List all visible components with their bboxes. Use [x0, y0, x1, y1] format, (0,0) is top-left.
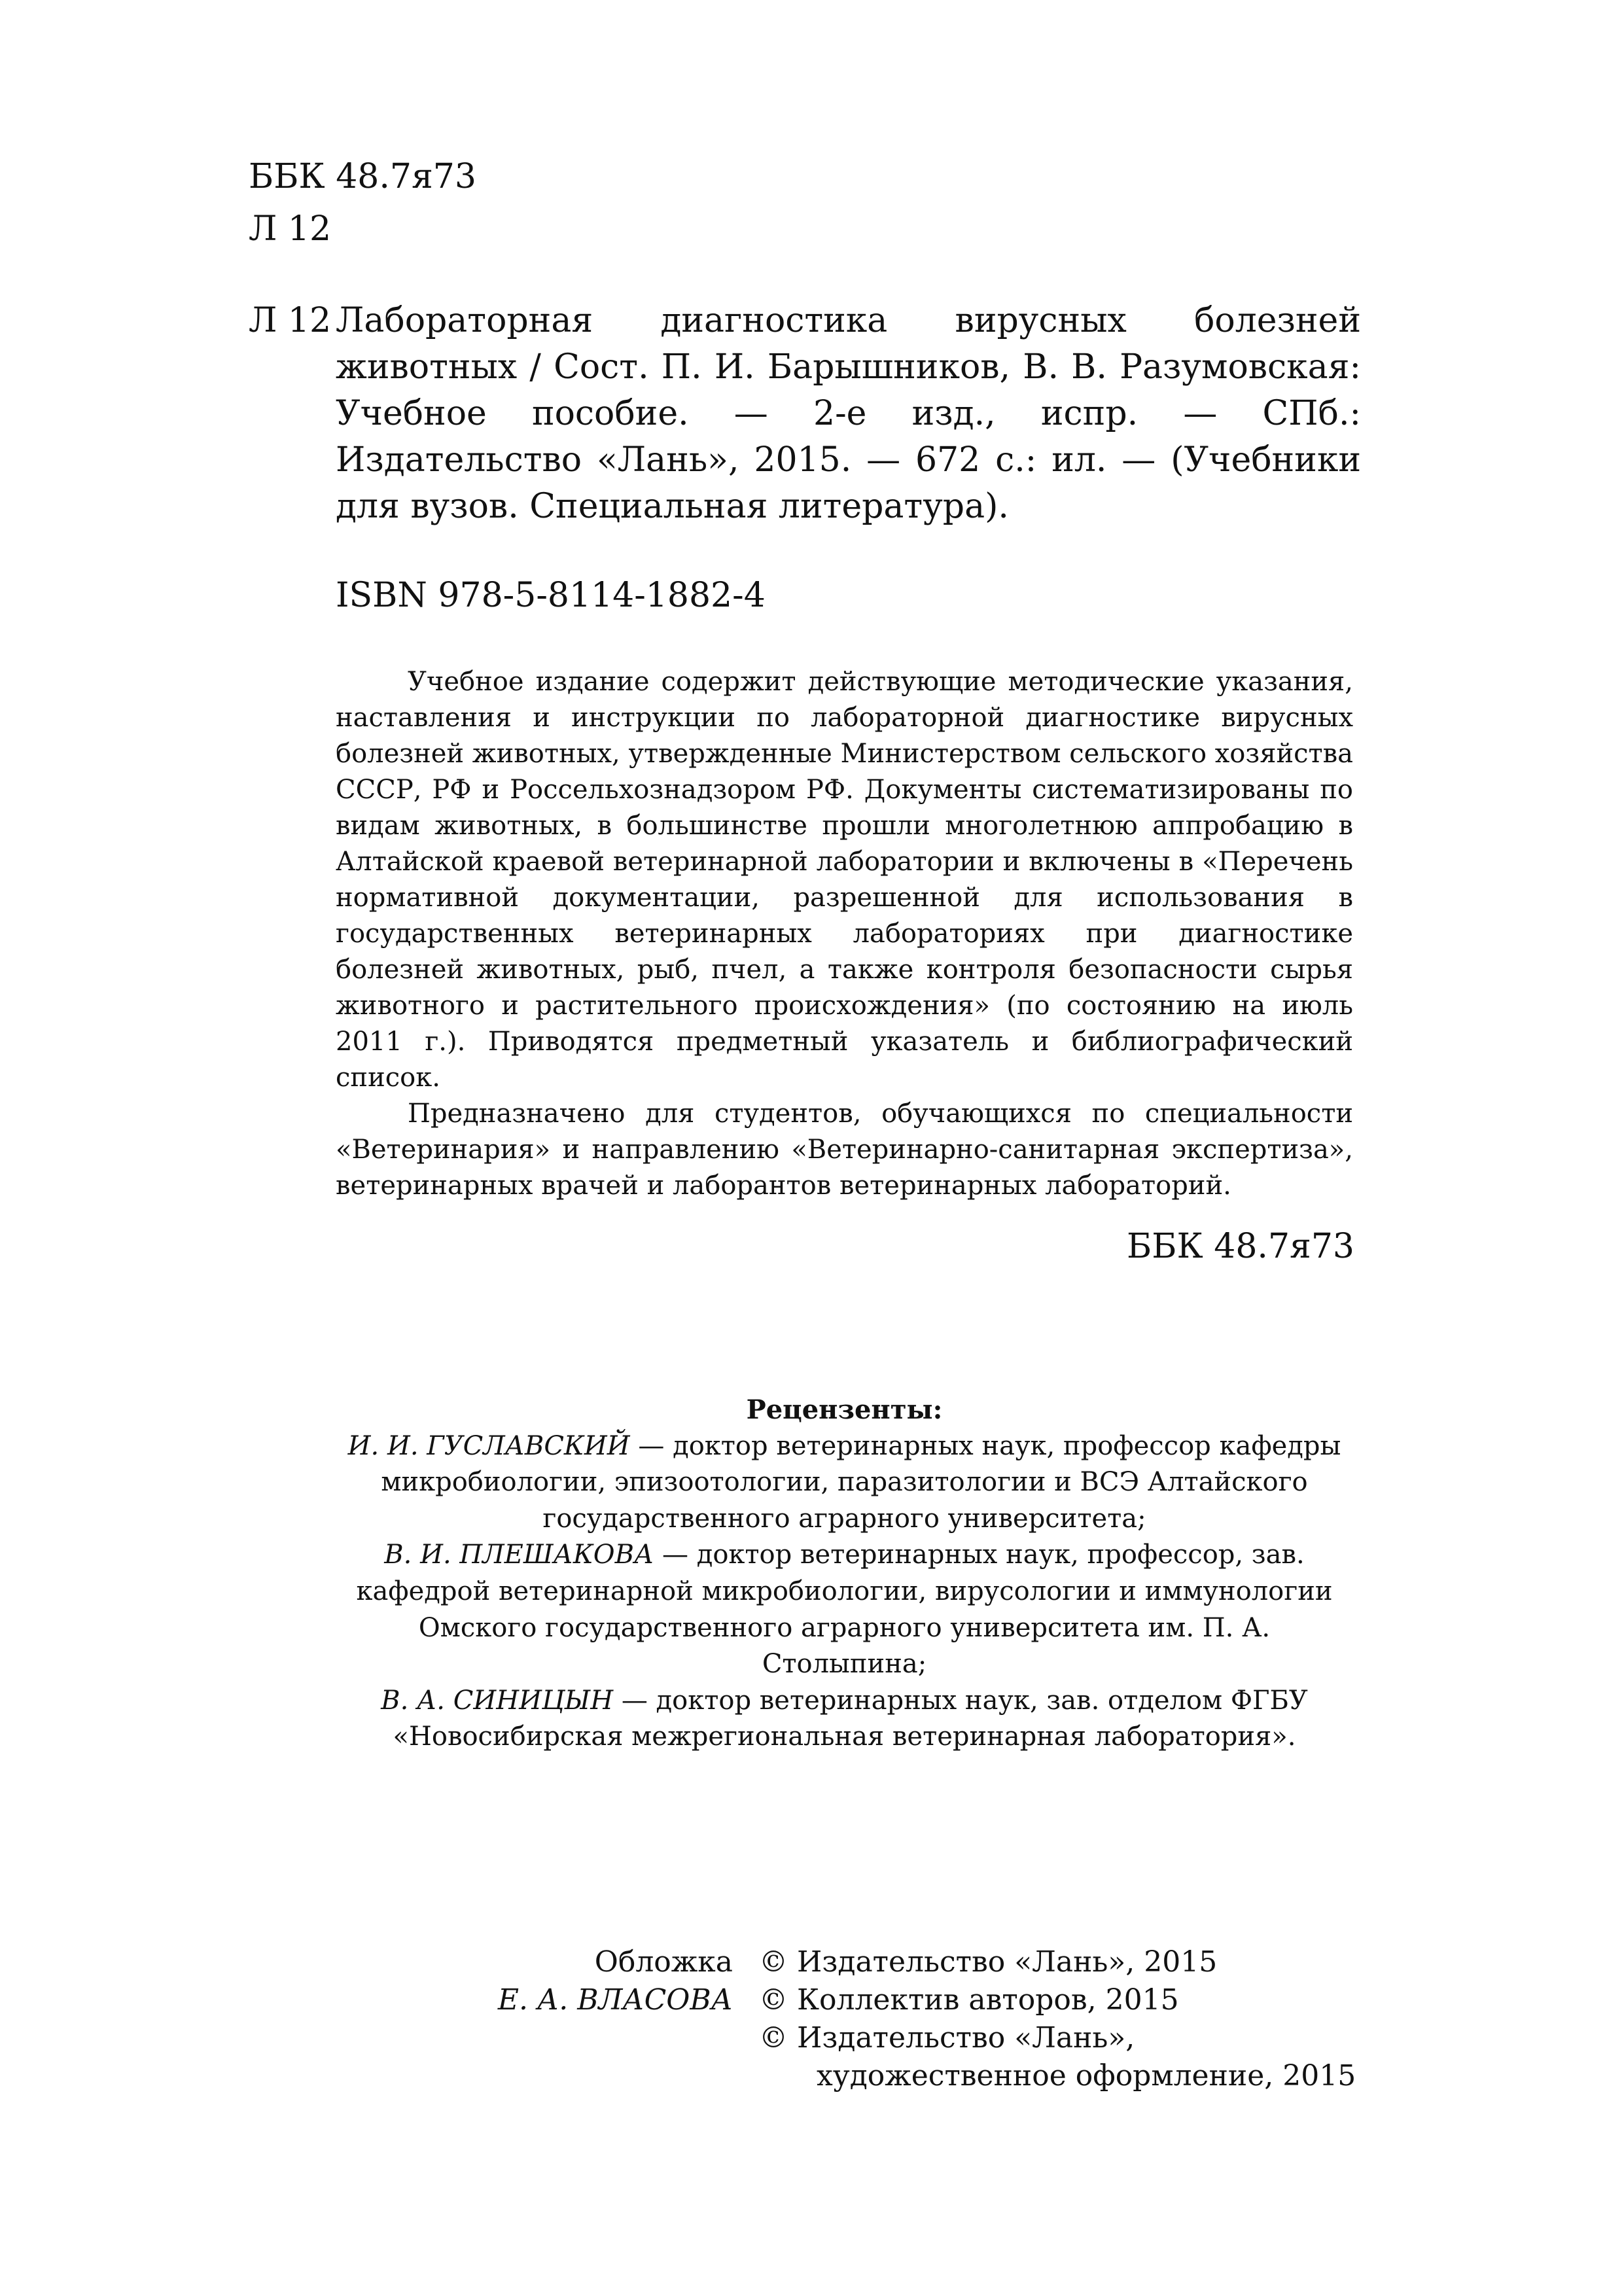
- cover-label: Обложка: [594, 1945, 733, 1979]
- reviewer-item: [336, 1537, 1353, 1682]
- reviewer-description: — доктор ветеринарных наук, профессор кафедры микробиологии, эпизоотологии, паразитологии и ВСЭ Алтайского государственного аграрного университета;: [381, 1430, 1341, 1534]
- isbn: ISBN 978-5-8114-1882-4: [336, 576, 766, 615]
- reviewer-name: В. И. ПЛЕШАКОВА: [384, 1540, 654, 1570]
- entry-description: Лабораторная диагностика вирусных болезней животных / Сост. П. И. Барышников, В. В. Разумовская: Учебное пособие. — 2-е изд., испр. — СПб.: Издательство «Лань», 2015. — 672 с.: ил. — (Учебники для вузов. Специальная литература).: [336, 301, 1361, 526]
- reviewer-name: И. И. ГУСЛАВСКИЙ: [347, 1430, 630, 1461]
- abstract-paragraph-audience: Предназначено для студентов, обучающихся по специальности «Ветеринария» и направлению «Ветеринарно-санитарная экспертиза», ветеринарных врачей и лаборантов ветеринарных лабораторий.: [336, 1099, 1353, 1201]
- bbk-code-bottom: ББК 48.7я73: [1127, 1227, 1354, 1266]
- reviewer-description: — доктор ветеринарных наук, зав. отделом ФГБУ «Новосибирская межрегиональная ветеринарная лаборатория».: [393, 1685, 1308, 1752]
- copyright-line: © Издательство «Лань»,: [759, 2021, 1135, 2055]
- abstract-paragraph-content: Учебное издание содержит действующие методические указания, наставления и инструкции по лабораторной диагностике вирусных болезней животных, утвержденные Министерством сельского хозяйства СССР, РФ и Россельхознадзором РФ. Документы систематизированы по видам животных, в большинстве прошли многолетнюю аппробацию в Алтайской краевой ветеринарной лаборатории и включены в «Перечень нормативной документации, разрешенной для использования в государственных ветеринарных лабораториях при диагностике болезней животных, рыб, пчел, а также контроля безопасности сырья животного и растительного происхождения» (по состоянию на июль 2011 г.). Приводятся предметный указатель и библиографический список.: [336, 667, 1353, 1093]
- bbk-code-top: ББК 48.7я73: [249, 157, 476, 196]
- copyright-line: художественное оформление, 2015: [817, 2059, 1356, 2093]
- reviewer-name: В. А. СИНИЦЫН: [381, 1685, 614, 1716]
- cover-designer: Е. А. ВЛАСОВА: [497, 1983, 733, 2017]
- copyright-line: © Издательство «Лань», 2015: [759, 1945, 1218, 1979]
- reviewers-block: [336, 1392, 1353, 1756]
- cover-credit: [458, 1943, 733, 2019]
- copyright-notices: [759, 1943, 1374, 2095]
- author-sign-top: Л 12: [249, 209, 332, 249]
- copyright-line: © Коллектив авторов, 2015: [759, 1983, 1179, 2017]
- entry-author-sign: Л 12: [249, 301, 332, 340]
- reviewer-description: — доктор ветеринарных наук, профессор, зав. кафедрой ветеринарной микробиологии, вирусологии и иммунологии Омского государственного аграрного университета им. П. А. Столыпина;: [356, 1540, 1333, 1680]
- reviewer-item: [336, 1428, 1353, 1538]
- abstract: [336, 664, 1353, 1204]
- reviewer-item: [336, 1683, 1353, 1756]
- reviewers-heading: Рецензенты:: [746, 1394, 943, 1425]
